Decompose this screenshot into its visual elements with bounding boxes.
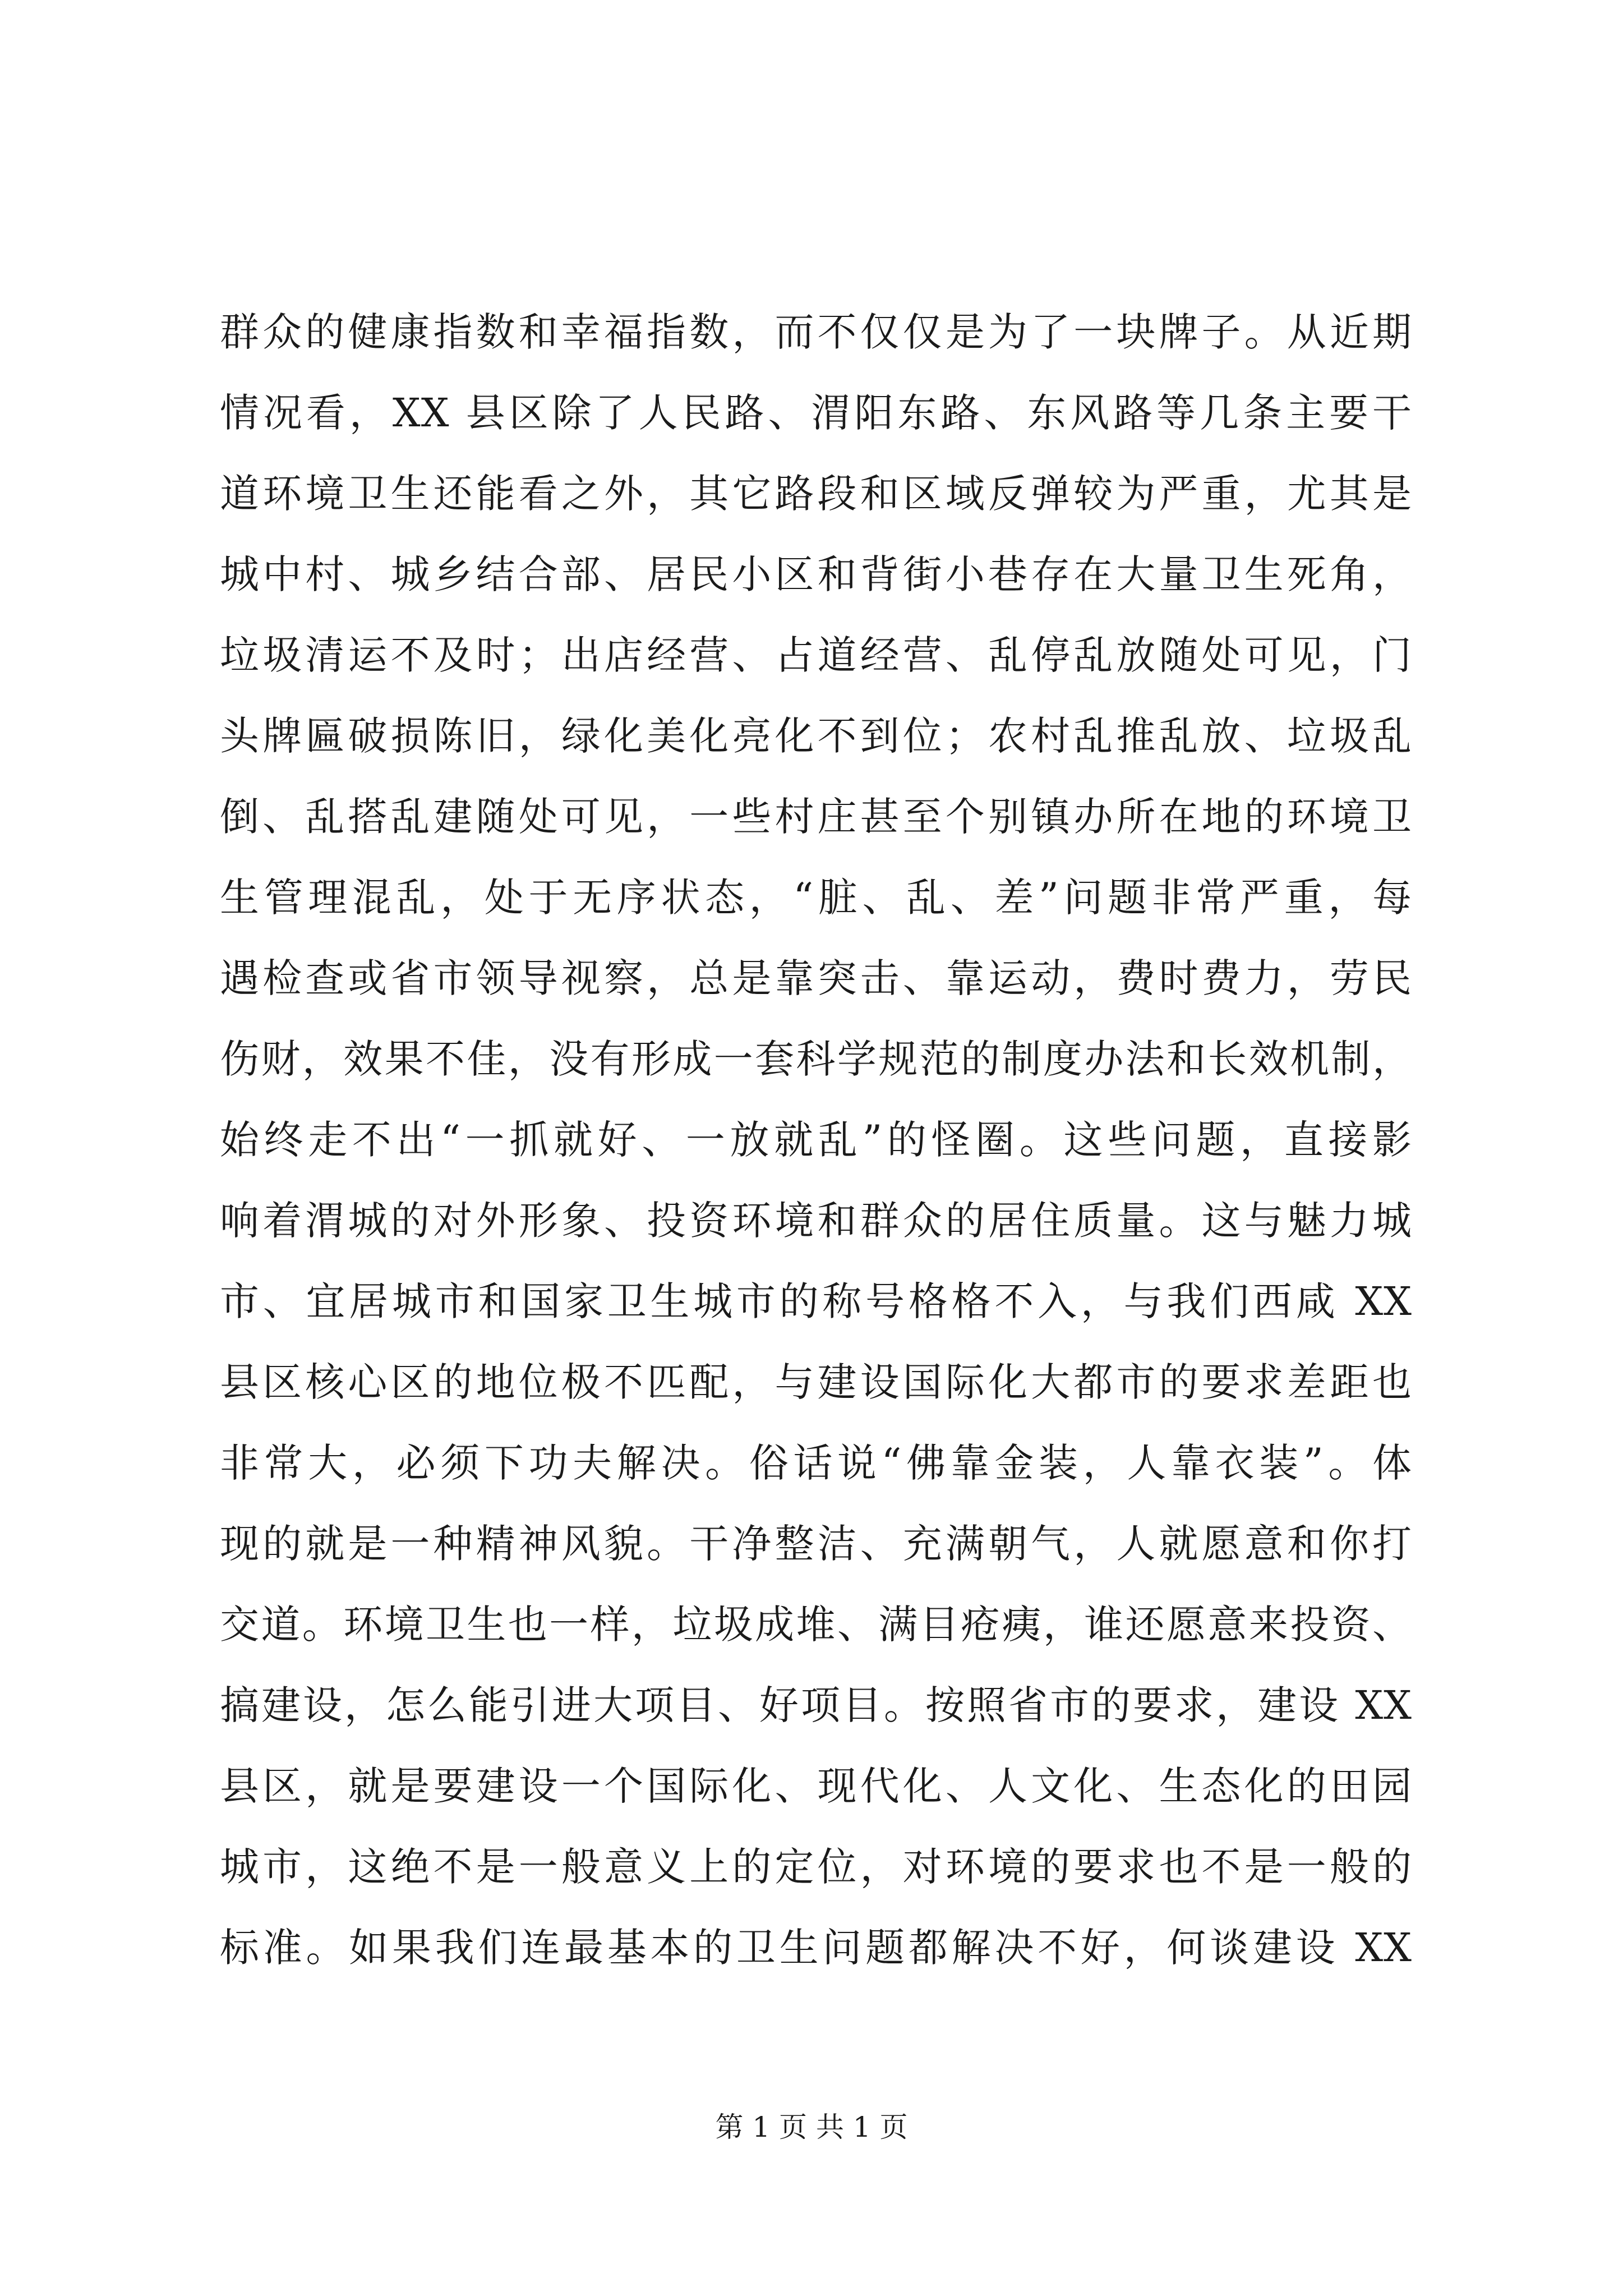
text-line: 遇检查或省市领导视察，总是靠突击、靠运动，费时费力，劳民 bbox=[220, 955, 1412, 1001]
text-line: 响着渭城的对外形象、投资环境和群众的居住质量。这与魅力城 bbox=[220, 1198, 1412, 1244]
text-line: 城市，这绝不是一般意义上的定位，对环境的要求也不是一般的 bbox=[220, 1844, 1412, 1890]
text-line: 情况看，XX 县区除了人民路、渭阳东路、东风路等几条主要干 bbox=[220, 390, 1412, 436]
text-line: 垃圾清运不及时；出店经营、占道经营、乱停乱放随处可见，门 bbox=[220, 632, 1412, 678]
body-text bbox=[220, 292, 1412, 1988]
text-line: 群众的健康指数和幸福指数，而不仅仅是为了一块牌子。从近期 bbox=[220, 309, 1412, 355]
text-line: 搞建设，怎么能引进大项目、好项目。按照省市的要求，建设 XX bbox=[220, 1682, 1412, 1728]
text-line: 市、宜居城市和国家卫生城市的称号格格不入，与我们西咸 XX bbox=[220, 1278, 1412, 1324]
text-line: 伤财，效果不佳，没有形成一套科学规范的制度办法和长效机制， bbox=[220, 1036, 1412, 1082]
text-line: 始终走不出“一抓就好、一放就乱”的怪圈。这些问题，直接影 bbox=[220, 1117, 1412, 1163]
text-line: 标准。如果我们连最基本的卫生问题都解决不好，何谈建设 XX bbox=[220, 1925, 1412, 1971]
text-line: 现的就是一种精神风貌。干净整洁、充满朝气，人就愿意和你打 bbox=[220, 1521, 1412, 1567]
text-line: 非常大，必须下功夫解决。俗话说“佛靠金装，人靠衣装”。体 bbox=[220, 1440, 1412, 1486]
text-line: 生管理混乱，处于无序状态，“脏、乱、差”问题非常严重，每 bbox=[220, 875, 1412, 921]
text-line: 头牌匾破损陈旧，绿化美化亮化不到位；农村乱推乱放、垃圾乱 bbox=[220, 713, 1412, 759]
text-line: 倒、乱搭乱建随处可见，一些村庄甚至个别镇办所在地的环境卫 bbox=[220, 794, 1412, 840]
text-line: 交道。环境卫生也一样，垃圾成堆、满目疮痍，谁还愿意来投资、 bbox=[220, 1602, 1412, 1648]
page-footer: 第 1 页 共 1 页 bbox=[715, 2111, 908, 2143]
text-line: 县区，就是要建设一个国际化、现代化、人文化、生态化的田园 bbox=[220, 1763, 1412, 1809]
text-line: 县区核心区的地位极不匹配，与建设国际化大都市的要求差距也 bbox=[220, 1359, 1412, 1405]
text-line: 城中村、城乡结合部、居民小区和背街小巷存在大量卫生死角， bbox=[220, 551, 1412, 597]
text-line: 道环境卫生还能看之外，其它路段和区域反弹较为严重，尤其是 bbox=[220, 471, 1412, 517]
